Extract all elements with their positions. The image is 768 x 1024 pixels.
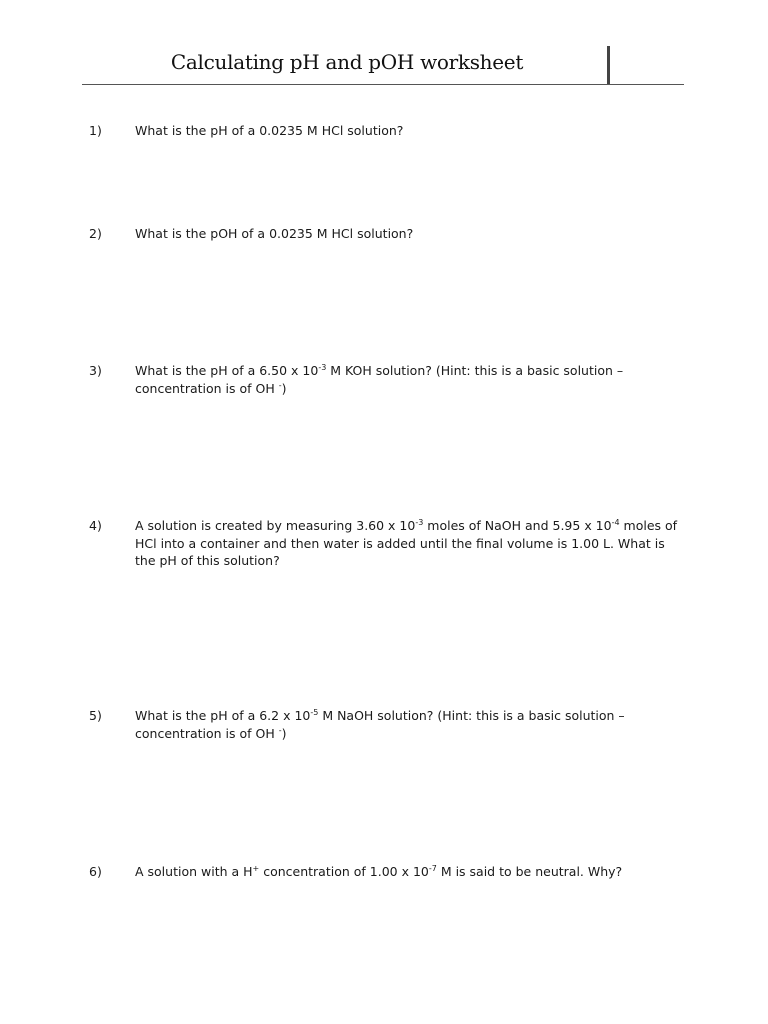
text-run: What is the pH of a 6.50 x 10 <box>135 363 319 378</box>
text-run: ) <box>281 725 287 741</box>
question-line <box>135 535 675 553</box>
question-line <box>135 725 675 743</box>
text-run: M NaOH solution? (Hint: this is a basic solution – <box>318 708 625 723</box>
question-number: 5) <box>89 708 102 723</box>
question-line <box>135 552 675 570</box>
text-run: What is the pH of a 0.0235 M HCl solution? <box>135 123 404 138</box>
question-line <box>135 122 675 140</box>
text-run: concentration is of OH <box>135 380 279 396</box>
text-run: the pH of this solution? <box>135 553 280 568</box>
text-run: M KOH solution? (Hint: this is a basic solution – <box>326 363 624 378</box>
superscript: -4 <box>611 518 620 527</box>
superscript: -7 <box>428 864 437 873</box>
question-line <box>135 863 675 881</box>
text-run: M is said to be neutral. Why? <box>436 864 623 879</box>
superscript: -5 <box>310 708 319 717</box>
text-run: HCl into a container and then water is added until the final volume is 1.00 L. What is <box>135 535 665 551</box>
title-underline <box>82 84 684 85</box>
text-run: ) <box>281 380 287 396</box>
superscript: - <box>278 725 282 735</box>
question-text <box>135 122 675 140</box>
superscript: -3 <box>415 518 424 527</box>
question-text <box>135 517 678 570</box>
question-line <box>135 517 678 535</box>
question-number: 2) <box>89 226 102 241</box>
question-text <box>135 225 675 243</box>
text-run: What is the pH of a 6.2 x 10 <box>135 708 311 723</box>
text-run: A solution is created by measuring 3.60 x 10 <box>135 518 416 533</box>
text-run: moles of NaOH and 5.95 x 10 <box>423 518 612 533</box>
text-run: What is the pOH of a 0.0235 M HCl solution? <box>135 226 414 241</box>
question-text <box>135 707 675 742</box>
question-line <box>135 225 675 243</box>
question-number: 1) <box>89 123 102 138</box>
text-run: moles of <box>619 518 678 533</box>
question-line <box>135 362 675 380</box>
question-text <box>135 863 675 881</box>
question-number: 6) <box>89 864 102 879</box>
worksheet-title: Calculating pH and pOH worksheet <box>170 50 524 74</box>
header-vertical-bar <box>607 46 610 84</box>
text-run: A solution with a H <box>135 864 253 879</box>
question-number: 4) <box>89 518 102 533</box>
question-number: 3) <box>89 363 102 378</box>
question-text <box>135 362 675 397</box>
text-run: concentration is of OH <box>135 725 279 741</box>
text-run: concentration of 1.00 x 10 <box>259 864 429 879</box>
question-line <box>135 380 675 398</box>
question-line <box>135 707 675 725</box>
superscript: - <box>278 380 282 390</box>
superscript: + <box>252 864 260 873</box>
superscript: -3 <box>318 363 327 372</box>
